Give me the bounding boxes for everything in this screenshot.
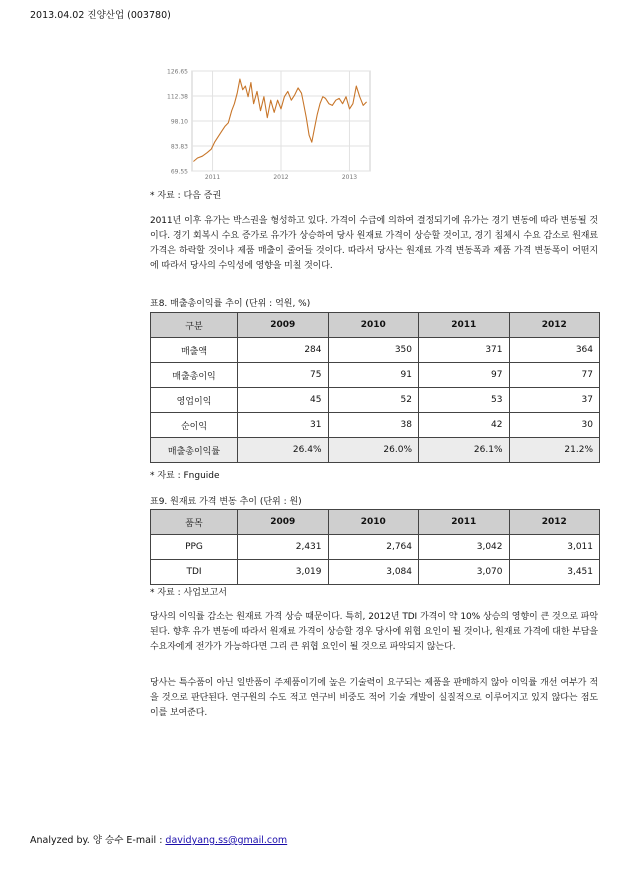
table-row [151,388,600,413]
table-cell: 3,070 [419,560,510,585]
y-tick-label: 126.65 [167,68,188,76]
oil-price-chart-svg [160,62,376,184]
table-header-cell: 2010 [328,313,419,338]
paragraph-product-outlook: 당사는 특수품이 아닌 일반품이 주제품이기에 높은 기술력이 요구되는 제품을 판매하지 않아 이익률 개선 여부가 적을 것으로 판단된다. 연구원의 수도 적고 연구비 비중도 적어 기술 개발이 실질적으로 이루어지고 있지 않다는 점도 이를 보여준다. [150,678,598,718]
paragraph-margin-decline: 당사의 이익률 감소는 원재료 가격 상승 때문이다. 특히, 2012년 TDI 가격이 약 10% 상승의 영향이 큰 것으로 파악된다. 향후 유가 변동에 따라서 원재료 가격이 상승할 경우 당사에 위협 요인이 될 것이나, 원재료 가격에 대한 부담을 수요자에게 전가가 가능하다면 그리 큰 위협 요인이 될 것으로 파악되지 않는다. [150,612,598,652]
table-cell: 3,011 [509,535,600,560]
table-cell: 371 [419,338,510,363]
table-cell: 3,084 [328,560,419,585]
table-cell: 364 [509,338,600,363]
table-cell: 97 [419,363,510,388]
x-tick-label: 2013 [341,174,358,181]
row-label: 순이익 [151,413,238,438]
table-cell: 26.1% [419,438,510,463]
email-link[interactable]: davidyang.ss@gmail.com [165,835,288,846]
report-header: 2013.04.02 진양산업 (003780) [30,10,171,21]
table-cell: 77 [509,363,600,388]
footer [30,832,287,846]
table-cell: 31 [238,413,329,438]
y-tick-label: 112.38 [167,93,188,101]
row-label: PPG [151,535,238,560]
chart-source: * 자료 : 다음 증권 [150,191,222,201]
table-cell: 26.0% [328,438,419,463]
table-row [151,560,600,585]
row-label: 영업이익 [151,388,238,413]
table-header-cell: 2009 [238,510,329,535]
table-cell: 3,019 [238,560,329,585]
table-row [151,338,600,363]
table-header-cell: 2012 [509,313,600,338]
table-header-cell: 2012 [509,510,600,535]
table9-source: * 자료 : 사업보고서 [150,588,227,598]
table-cell: 26.4% [238,438,329,463]
y-tick-label: 98.10 [170,118,188,126]
row-label: 매출액 [151,338,238,363]
table-cell: 21.2% [509,438,600,463]
table-header-row [151,510,600,535]
table-header-cell: 2011 [419,313,510,338]
x-tick-label: 2011 [204,174,221,181]
y-tick-label: 69.55 [170,168,188,176]
table-cell: 38 [328,413,419,438]
table-header-cell: 품목 [151,510,238,535]
table-row [151,438,600,463]
table-cell: 37 [509,388,600,413]
table-cell: 2,764 [328,535,419,560]
table8-caption: 표8. 매출총이익률 추이 (단위 : 억원, %) [150,299,311,309]
table-row [151,363,600,388]
footer-label: Analyzed by. 양 승수 E-mail : [30,835,166,846]
table-cell: 91 [328,363,419,388]
x-tick-label: 2012 [273,174,289,181]
raw-material-price-table [150,509,600,585]
gross-margin-table [150,312,600,463]
table-row [151,413,600,438]
table-cell: 30 [509,413,600,438]
row-label: 매출총이익 [151,363,238,388]
table-cell: 350 [328,338,419,363]
table-row [151,535,600,560]
table-header-cell: 2010 [328,510,419,535]
paragraph-oil-price: 2011년 이후 유가는 박스권을 형성하고 있다. 가격이 수급에 의하여 결정되기에 유가는 경기 변동에 따라 변동될 것이다. 경기 회복시 수요 증가로 유가가 상승하여 당사 원재료 가격이 상승할 것이고, 경기 침체시 수요 감소로 원재료 가격은 하락할 것이나 제품 매출이 줄어들 것이다. 따라서 당사는 원재료 가격 변동폭과 제품 가격 변동폭이 어떤지에 따라서 당사의 수익성에 영향을 미칠 것이다. [150,216,598,271]
table-header-cell: 2009 [238,313,329,338]
table9-caption: 표9. 원재료 가격 변동 추이 (단위 : 원) [150,497,302,507]
row-label: 매출총이익률 [151,438,238,463]
table8-source: * 자료 : Fnguide [150,471,220,481]
table-cell: 284 [238,338,329,363]
oil-price-chart [160,62,376,184]
y-tick-label: 83.83 [170,143,188,151]
table-cell: 2,431 [238,535,329,560]
table-cell: 42 [419,413,510,438]
table-header-cell: 구분 [151,313,238,338]
row-label: TDI [151,560,238,585]
table-cell: 3,042 [419,535,510,560]
table-header-cell: 2011 [419,510,510,535]
table-cell: 75 [238,363,329,388]
table-cell: 53 [419,388,510,413]
table-header-row [151,313,600,338]
table-cell: 3,451 [509,560,600,585]
table-cell: 52 [328,388,419,413]
table-cell: 45 [238,388,329,413]
